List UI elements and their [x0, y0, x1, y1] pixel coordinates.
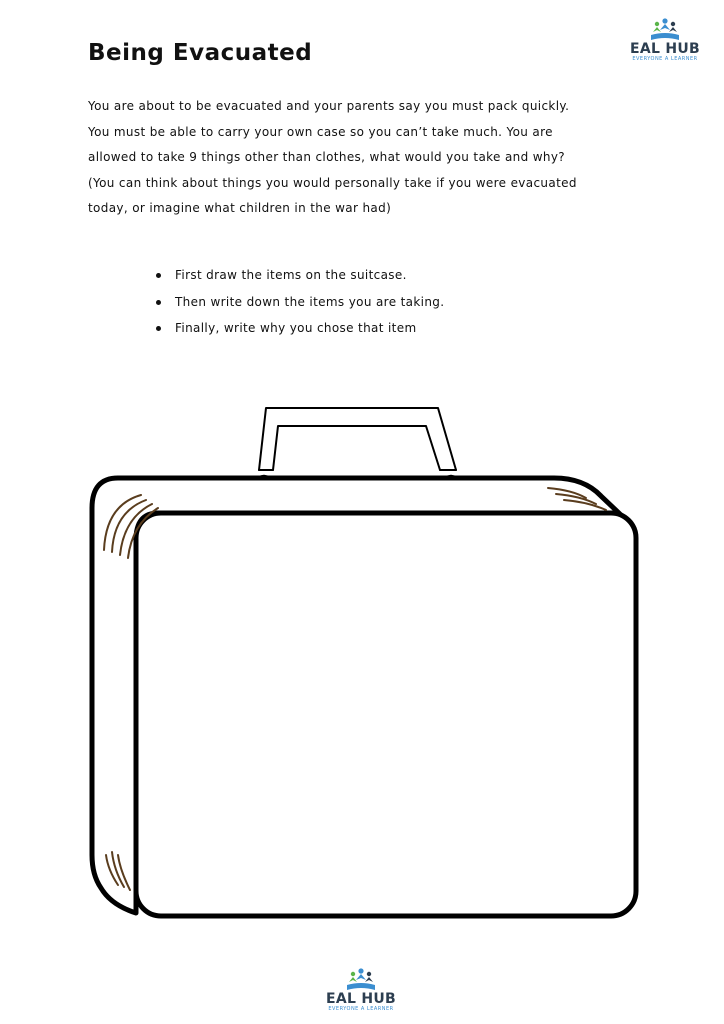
- intro-line: allowed to take 9 things other than clothes, what would you take and why?: [88, 150, 566, 165]
- suitcase-icon: [92, 408, 636, 916]
- people-book-logo-icon: [648, 18, 682, 42]
- instruction-item: Finally, write why you chose that item: [156, 315, 444, 342]
- intro-line: (You can think about things you would personally take if you were evacuated: [88, 175, 577, 190]
- intro-line: You are about to be evacuated and your parents say you must pack quickly.: [88, 99, 570, 113]
- instruction-list: [156, 262, 444, 342]
- eal-hub-logo: [628, 18, 702, 63]
- suitcase-drawing-area[interactable]: [86, 400, 642, 924]
- page-title: Being Evacuated: [88, 40, 313, 66]
- instruction-item: First draw the items on the suitcase.: [156, 262, 444, 289]
- intro-line: You must be able to carry your own case so you can’t take much. You are: [88, 124, 553, 139]
- eal-hub-logo-footer: [324, 968, 398, 1013]
- intro-paragraph: [88, 94, 648, 222]
- logo-tagline: EVERYONE A LEARNER: [328, 1006, 394, 1012]
- logo-name: EAL HUB: [325, 991, 397, 1007]
- people-book-logo-icon: [344, 968, 378, 992]
- logo-tagline: EVERYONE A LEARNER: [632, 56, 698, 62]
- intro-line: today, or imagine what children in the war had): [88, 201, 392, 216]
- logo-name: EAL HUB: [629, 41, 701, 57]
- instruction-item: Then write down the items you are taking.: [156, 289, 444, 316]
